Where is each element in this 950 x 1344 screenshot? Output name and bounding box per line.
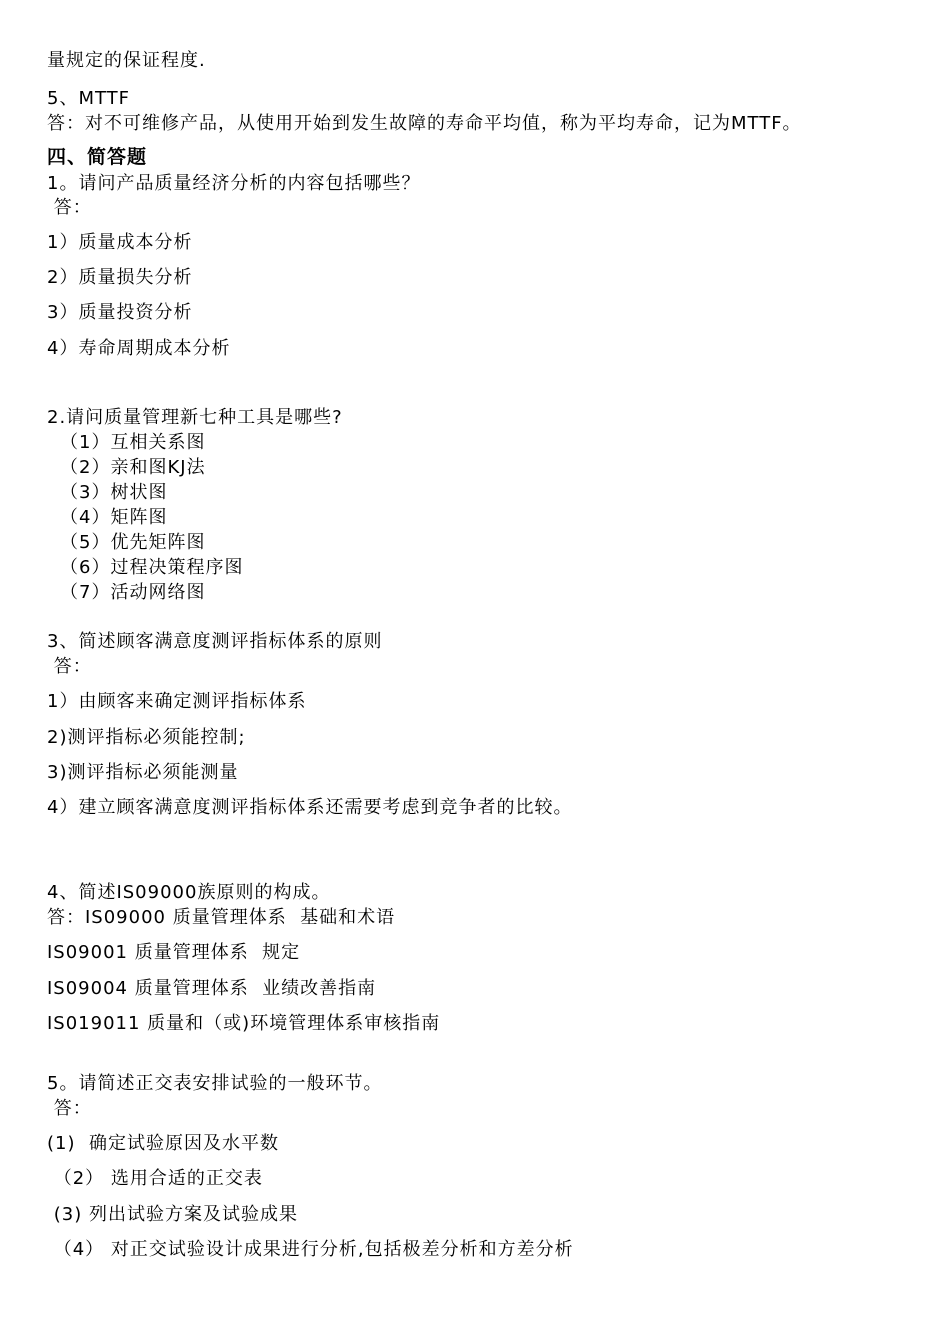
list-item: （7）活动网络图: [60, 582, 206, 603]
question-3: 3、简述顾客满意度测评指标体系的原则: [47, 631, 383, 652]
list-item: 3）质量投资分析: [47, 302, 193, 323]
list-item: 4）寿命周期成本分析: [47, 338, 231, 359]
list-item: （4）矩阵图: [60, 507, 168, 528]
list-item: （3）树状图: [60, 482, 168, 503]
list-item: 答：IS09000 质量管理体系 基础和术语: [47, 907, 396, 928]
list-item: （4） 对正交试验设计成果进行分析,包括极差分析和方差分析: [47, 1239, 574, 1260]
list-item: 3)测评指标必须能测量: [47, 762, 239, 783]
list-item: (1) 确定试验原因及水平数: [47, 1133, 279, 1154]
list-item: （2） 选用合适的正交表: [47, 1168, 263, 1189]
list-item: IS019011 质量和（或)环境管理体系审核指南: [47, 1013, 441, 1034]
list-item: （5）优先矩阵图: [60, 532, 206, 553]
question-2: 2.请问质量管理新七种工具是哪些?: [47, 407, 343, 428]
list-item: 1）由顾客来确定测评指标体系: [47, 691, 307, 712]
question-4: 4、简述IS09000族原则的构成。: [47, 882, 331, 903]
list-item: 2）质量损失分析: [47, 267, 193, 288]
list-item: IS09004 质量管理体系 业绩改善指南: [47, 978, 377, 999]
list-item: 1）质量成本分析: [47, 232, 193, 253]
answer-label: 答：: [47, 1098, 92, 1119]
list-item: （1）互相关系图: [60, 432, 206, 453]
answer-label: 答：: [47, 197, 92, 218]
list-item: (3) 列出试验方案及试验成果: [47, 1204, 298, 1225]
list-item: （6）过程决策程序图: [60, 557, 244, 578]
answer-text: 答：对不可维修产品，从使用开始到发生故障的寿命平均值，称为平均寿命，记为MTTF。: [47, 113, 802, 134]
question-5: 5。请简述正交表安排试验的一般环节。: [47, 1073, 383, 1094]
list-item: IS09001 质量管理体系 规定: [47, 942, 301, 963]
list-item: （2）亲和图KJ法: [60, 457, 206, 478]
question-1: 1。请问产品质量经济分析的内容包括哪些？: [47, 173, 421, 194]
text-line: 量规定的保证程度.: [47, 50, 206, 71]
answer-label: 答：: [47, 656, 92, 677]
list-item: 2)测评指标必须能控制;: [47, 727, 246, 748]
section-heading: 四、简答题: [47, 146, 148, 168]
term-heading: 5、MTTF: [47, 88, 131, 109]
list-item: 4）建立顾客满意度测评指标体系还需要考虑到竞争者的比较。: [47, 797, 573, 818]
